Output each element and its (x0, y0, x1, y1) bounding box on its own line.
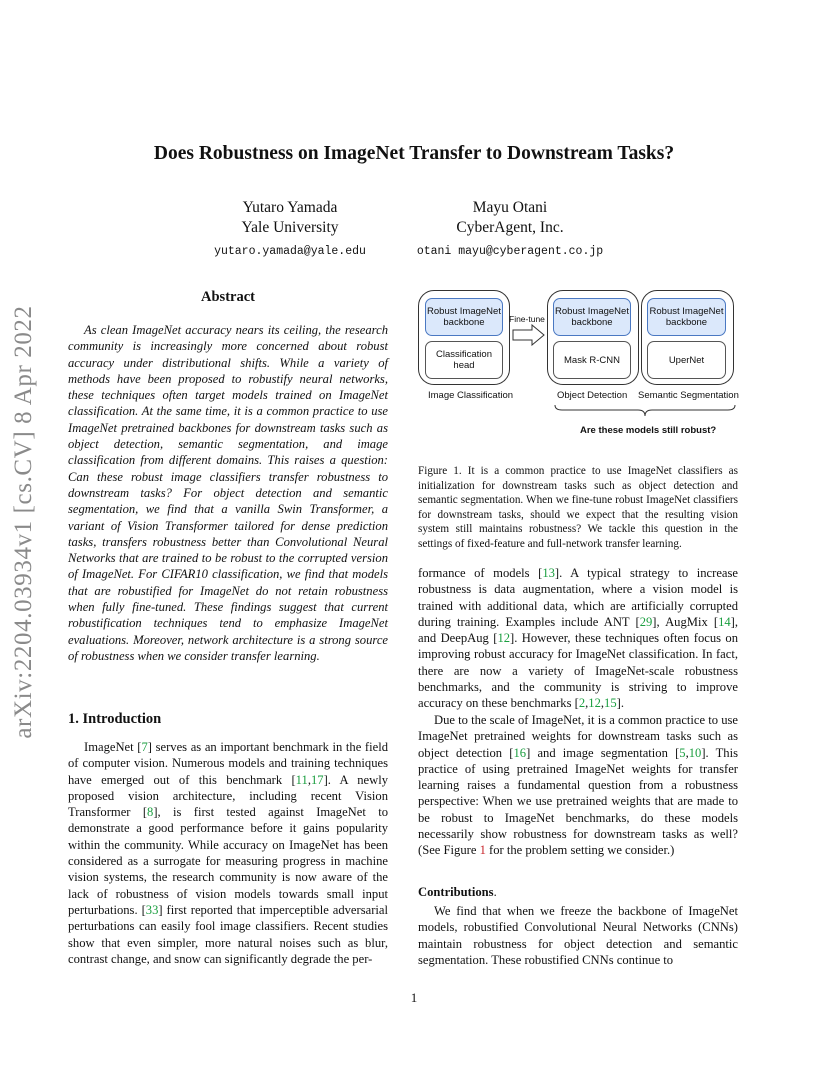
arxiv-stamp (2, 292, 46, 752)
citation-link[interactable]: 33 (145, 902, 159, 917)
figure-caption: Figure 1. It is a common practice to use ImageNet classifiers as initialization for downstream tasks such as object detection and semantic segmentation. When we fine-tune robust ImageNet classifiers for downstream tasks, should we expect that the resulting vision system still maintains robustness? We tackle this question in the settings of fixed-feature and full-network transfer learning. (418, 465, 738, 550)
citation-link[interactable]: 10 (688, 745, 702, 760)
backbone-box: Robust ImageNet backbone (647, 298, 726, 336)
backbone-box: Robust ImageNet backbone (425, 298, 503, 336)
text-run: ]. (616, 696, 624, 711)
text-run: ] first reported that imperceptible adversarial perturbations can easily fool image classifiers. Recent studies show that even simpler, more natural noises such as blur, contrast change, and snow can significantly degrade the per- (68, 902, 388, 966)
author-name: Yutaro Yamada (242, 199, 338, 216)
author-email: yutaro.yamada@yale.edu (214, 245, 366, 258)
arxiv-id: arXiv:2204.03934v1 [cs.CV] 8 Apr 2022 (10, 305, 37, 739)
paragraph (418, 565, 738, 712)
introduction-paragraph (68, 739, 388, 967)
text-run: . (493, 885, 497, 899)
citation-link[interactable]: 13 (542, 566, 555, 580)
panel-label: Image Classification (428, 390, 514, 401)
contributions-heading (418, 885, 738, 900)
citation-link[interactable]: 14 (718, 614, 731, 629)
paragraph (418, 712, 738, 859)
paper-title: Does Robustness on ImageNet Transfer to Downstream Tasks? (153, 143, 675, 164)
citation-link[interactable]: 2 (578, 696, 586, 711)
text-run: Due to the scale of ImageNet, it is a common practice to use ImageNet pretrained weights for downstream tasks such as object detection [ (418, 713, 738, 760)
text-run: ], and DeepAug [ (418, 614, 739, 646)
author-email: otani mayu@cyberagent.co.jp (416, 245, 604, 258)
citation-link[interactable]: 5 (679, 745, 686, 760)
text-run: , (585, 696, 589, 711)
text-run: ]. However, these techniques often focus on improving robust accuracy for ImageNet classification. In fact, there are now a variety of ImageNet-scale robustness benchmarks, and the community is striving to improve accuracy on these benchmarks [ (418, 631, 739, 711)
introduction-heading: 1. Introduction (68, 711, 162, 727)
text-run: ] serves as an important benchmark in the field of computer vision. Numerous models and training techniques have emerged out of this benchmark [ (68, 740, 389, 787)
citation-link[interactable]: 15 (604, 696, 617, 711)
text-run: ImageNet [ (84, 740, 142, 754)
citation-link[interactable]: 12 (497, 631, 511, 646)
figure-link[interactable]: 1 (479, 843, 486, 858)
citation-link[interactable]: 17 (310, 772, 324, 787)
citation-link[interactable]: 7 (141, 740, 148, 754)
classification-head-box: Classification head (425, 341, 503, 379)
text-run: , (600, 696, 605, 711)
mask-rcnn-box: Mask R-CNN (553, 341, 631, 379)
citation-link[interactable]: 16 (513, 745, 527, 760)
panel-label: Semantic Segmentation (638, 390, 739, 401)
text-run: ]. A newly proposed vision architecture, including recent Vision Transformer [ (68, 772, 388, 820)
text-run: ] and image segmentation [ (526, 745, 680, 760)
citation-link[interactable]: 8 (147, 805, 154, 820)
citation-link[interactable]: 11 (295, 772, 308, 787)
upernet-box: UperNet (647, 341, 726, 379)
text-run: , (307, 772, 311, 787)
fine-tune-arrow-icon (512, 324, 546, 346)
backbone-box: Robust ImageNet backbone (553, 298, 631, 336)
text-run: formance of models [ (418, 566, 543, 580)
citation-link[interactable]: 12 (588, 696, 601, 711)
citation-link[interactable]: 29 (639, 614, 653, 629)
page-number: 1 (410, 990, 418, 1005)
brace-icon (554, 404, 736, 418)
text-run: , (685, 745, 689, 760)
text-run: ], AugMix [ (652, 614, 719, 629)
author-affiliation: CyberAgent, Inc. (456, 219, 564, 236)
figure-1 (416, 288, 744, 438)
question-label: Are these models still robust? (580, 425, 717, 436)
panel-label: Object Detection (557, 390, 628, 401)
text-run: for the problem setting we consider.) (485, 843, 675, 858)
paragraph: We find that when we freeze the backbone of ImageNet models, robustified Convolutional Neural Networks (CNNs) maintain robustness for object detection and semantic segmentation. These robustified CNNs continue to (418, 904, 738, 967)
contributions-title: Contributions (418, 885, 494, 899)
abstract-text: As clean ImageNet accuracy nears its ceiling, the research community is increasingly more concerned about robust accuracy under distributional shifts. While a variety of methods have been proposed to robustify neural networks, these techniques often target models trained on ImageNet classification. At the same time, it is a common practice to use ImageNet pretrained backbones for downstream tasks such as object detection, semantic segmentation, and image classification from different domains. This raises a question: Can these robust image classifiers transfer robustness to downstream tasks? For object detection and semantic segmentation, we find that a vanilla Swin Transformer, a variant of Vision Transformer tailored for dense prediction tasks, transfers robustness better than Convolutional Neural Networks that are trained to be robust to the corrupted version of ImageNet. For CIFAR10 classification, we find that models that are robustified for ImageNet do not retain robustness when fully fine-tuned. These findings suggest that current robustification techniques tend to emphasize ImageNet evaluations. Moreover, network architecture is a strong source of robustness when we consider transfer learning. (68, 323, 388, 663)
fine-tune-label: Fine-tune (509, 314, 545, 324)
author-affiliation: Yale University (241, 219, 339, 236)
text-run: ], is first tested against ImageNet to demonstrate a good performance before it gains popularity within the community. While accuracy on ImageNet has been considered as a surrogate for measuring progress in machine vision systems, the research community is now aware of the lack of robustness of vision models towards small input perturbations. [ (68, 805, 388, 917)
author-block-2 (400, 198, 620, 262)
author-block-1 (190, 198, 390, 262)
text-run: ]. This practice of using pretrained ImageNet weights for transfer learning raises a fundamental question from a robustness perspective: When we use pretrained weights that are made to be robust to ImageNet benchmarks, do these models necessarily show robustness for downstream tasks as well? (See Figure (418, 745, 739, 858)
author-name: Mayu Otani (472, 199, 548, 216)
text-run: ]. A typical strategy to increase robustness is data augmentation, where a vision model is trained with additional data, which are artificially corrupted during training. Examples include ANT [ (418, 566, 738, 629)
abstract-heading: Abstract (201, 289, 255, 305)
